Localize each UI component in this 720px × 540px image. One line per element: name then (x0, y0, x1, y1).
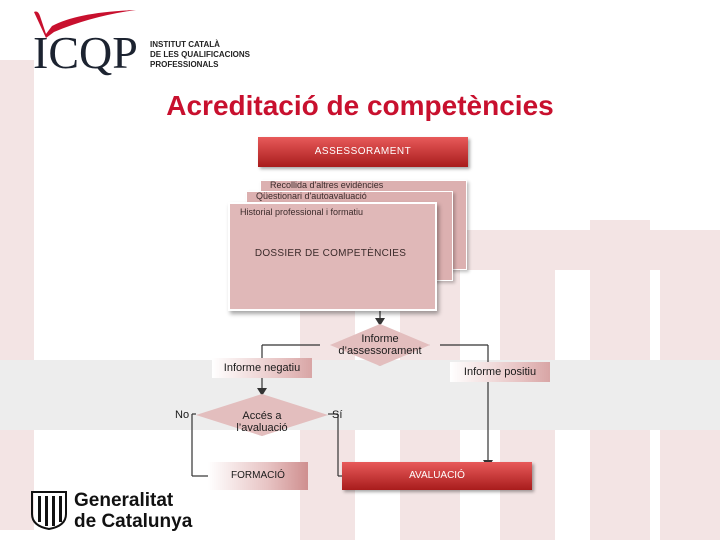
negative-report: Informe negatiu (212, 358, 312, 378)
icqp-subtitle-line: PROFESSIONALS (150, 60, 219, 69)
generalitat-line: Generalitat (74, 490, 174, 511)
dossier-label: DOSSIER DE COMPETÈNCIES (254, 248, 407, 259)
branch-no-label: No (175, 409, 190, 421)
positive-report: Informe positiu (450, 362, 550, 382)
assessorament-step: ASSESSORAMENT (258, 137, 468, 167)
access-label: Accés a l’avaluació (236, 410, 288, 434)
generalitat-logo-text (74, 490, 192, 532)
training-step: FORMACIÓ (208, 462, 308, 490)
branch-yes-label: Sí (332, 409, 343, 421)
document-label: Historial professional i formatiu (240, 207, 364, 217)
page-title: Acreditació de competències (166, 90, 554, 121)
report-label: Informe d’assessorament (338, 333, 422, 357)
document-label: Recollida d'altres evidències (270, 180, 384, 190)
icqp-subtitle-line: DE LES QUALIFICACIONS (150, 50, 251, 59)
evaluation-step: AVALUACIÓ (342, 462, 532, 490)
generalitat-line: de Catalunya (74, 511, 193, 532)
icqp-subtitle-line: INSTITUT CATALÀ (150, 40, 220, 49)
document-label: Qüestionari d'autoavaluació (256, 191, 367, 201)
icqp-logo-text: ICQP (33, 27, 138, 78)
generalitat-shield-icon (30, 490, 68, 530)
